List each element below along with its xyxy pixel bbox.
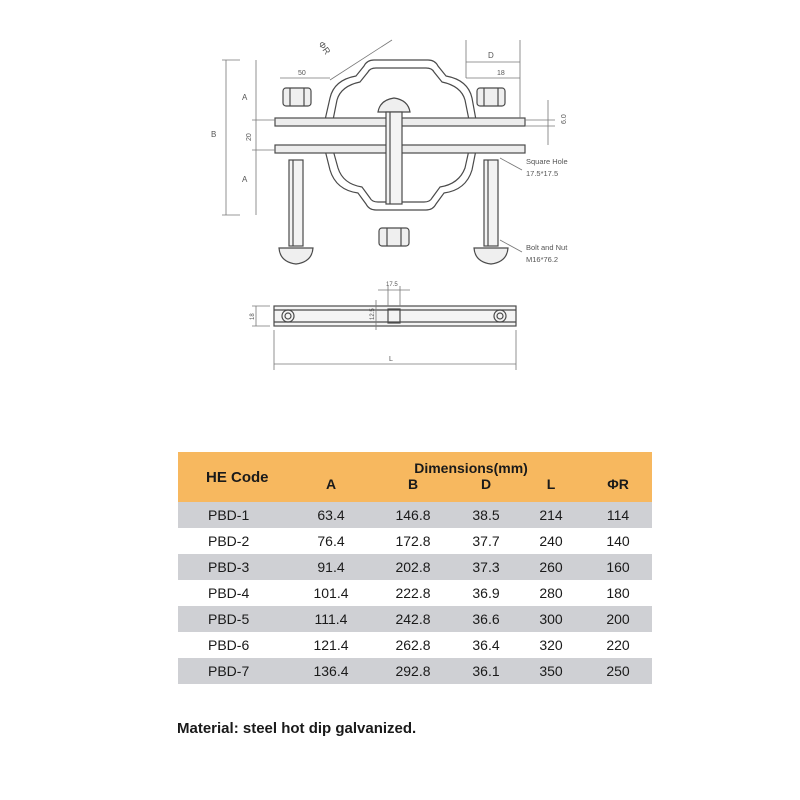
center-bolt-head bbox=[378, 98, 410, 112]
dim-6-label: 6.0 bbox=[561, 114, 568, 124]
table-row bbox=[178, 606, 652, 632]
cell-d: 38.5 bbox=[454, 502, 518, 528]
table-row bbox=[178, 580, 652, 606]
center-bolt-shank bbox=[386, 112, 402, 204]
cell-l: 240 bbox=[518, 528, 584, 554]
cell-phi-r: 160 bbox=[584, 554, 652, 580]
cell-b: 292.8 bbox=[372, 658, 454, 684]
table-row bbox=[178, 658, 652, 684]
dim-phi-r-label: ΦR bbox=[316, 39, 333, 57]
he-code-header: HE Code bbox=[178, 452, 290, 502]
cell-a: 76.4 bbox=[290, 528, 372, 554]
cell-l: 300 bbox=[518, 606, 584, 632]
dim-b-label: B bbox=[211, 130, 217, 139]
column-header-l: L bbox=[518, 476, 584, 502]
top-nut-right bbox=[477, 88, 505, 106]
column-header-b: B bbox=[372, 476, 454, 502]
cell-phi-r: 220 bbox=[584, 632, 652, 658]
dim-20-label: 20 bbox=[246, 133, 253, 141]
cell-b: 222.8 bbox=[372, 580, 454, 606]
dim-a-lower-label: A bbox=[242, 175, 248, 184]
cell-a: 91.4 bbox=[290, 554, 372, 580]
dim-l-label: L bbox=[389, 356, 393, 363]
cell-code: PBD-5 bbox=[178, 606, 290, 632]
material-note: Material: steel hot dip galvanized. bbox=[177, 720, 417, 737]
cell-code: PBD-2 bbox=[178, 528, 290, 554]
cell-l: 280 bbox=[518, 580, 584, 606]
cell-phi-r: 250 bbox=[584, 658, 652, 684]
cell-b: 202.8 bbox=[372, 554, 454, 580]
table-row bbox=[178, 554, 652, 580]
cell-a: 136.4 bbox=[290, 658, 372, 684]
bolt-nut-size: M16*76.2 bbox=[526, 255, 559, 264]
cell-code: PBD-4 bbox=[178, 580, 290, 606]
cell-a: 111.4 bbox=[290, 606, 372, 632]
dim-d-label: D bbox=[488, 51, 494, 60]
bolt-nut-label: Bolt and Nut bbox=[526, 243, 568, 252]
cell-d: 36.1 bbox=[454, 658, 518, 684]
dimensions-table bbox=[178, 452, 652, 684]
cell-a: 63.4 bbox=[290, 502, 372, 528]
left-bolt-head bbox=[279, 248, 313, 264]
cell-phi-r: 114 bbox=[584, 502, 652, 528]
cell-l: 320 bbox=[518, 632, 584, 658]
cell-d: 36.9 bbox=[454, 580, 518, 606]
cell-phi-r: 200 bbox=[584, 606, 652, 632]
dim-18-top-label: 18 bbox=[497, 70, 505, 77]
cell-d: 36.6 bbox=[454, 606, 518, 632]
cell-d: 36.4 bbox=[454, 632, 518, 658]
cell-b: 262.8 bbox=[372, 632, 454, 658]
cell-a: 101.4 bbox=[290, 580, 372, 606]
cell-a: 121.4 bbox=[290, 632, 372, 658]
center-nut bbox=[379, 228, 409, 246]
dim-12-5-label: 12.5 bbox=[370, 308, 376, 320]
column-header-a: A bbox=[290, 476, 372, 502]
right-bolt-shank bbox=[484, 160, 498, 246]
cell-d: 37.7 bbox=[454, 528, 518, 554]
dim-a-upper-label: A bbox=[242, 93, 248, 102]
table-row bbox=[178, 502, 652, 528]
cell-code: PBD-6 bbox=[178, 632, 290, 658]
column-header-d: D bbox=[454, 476, 518, 502]
table-row bbox=[178, 632, 652, 658]
cell-l: 214 bbox=[518, 502, 584, 528]
dim-50-label: 50 bbox=[298, 70, 306, 77]
dimensions-header: Dimensions(mm) bbox=[290, 452, 652, 476]
cell-d: 37.3 bbox=[454, 554, 518, 580]
column-header-phi-r: ΦR bbox=[584, 476, 652, 502]
square-hole-label: Square Hole bbox=[526, 157, 568, 166]
cell-l: 260 bbox=[518, 554, 584, 580]
cell-code: PBD-7 bbox=[178, 658, 290, 684]
dim-18-side-label: 18 bbox=[250, 313, 256, 320]
cell-code: PBD-3 bbox=[178, 554, 290, 580]
cell-b: 172.8 bbox=[372, 528, 454, 554]
dim-17-5-label: 17.5 bbox=[386, 282, 398, 288]
cell-l: 350 bbox=[518, 658, 584, 684]
left-bolt-shank bbox=[289, 160, 303, 246]
cell-phi-r: 140 bbox=[584, 528, 652, 554]
cell-code: PBD-1 bbox=[178, 502, 290, 528]
top-nut-left bbox=[283, 88, 311, 106]
table-row bbox=[178, 528, 652, 554]
cell-b: 242.8 bbox=[372, 606, 454, 632]
cell-b: 146.8 bbox=[372, 502, 454, 528]
cell-phi-r: 180 bbox=[584, 580, 652, 606]
square-hole-size: 17.5*17.5 bbox=[526, 169, 559, 178]
right-bolt-head bbox=[474, 248, 508, 264]
